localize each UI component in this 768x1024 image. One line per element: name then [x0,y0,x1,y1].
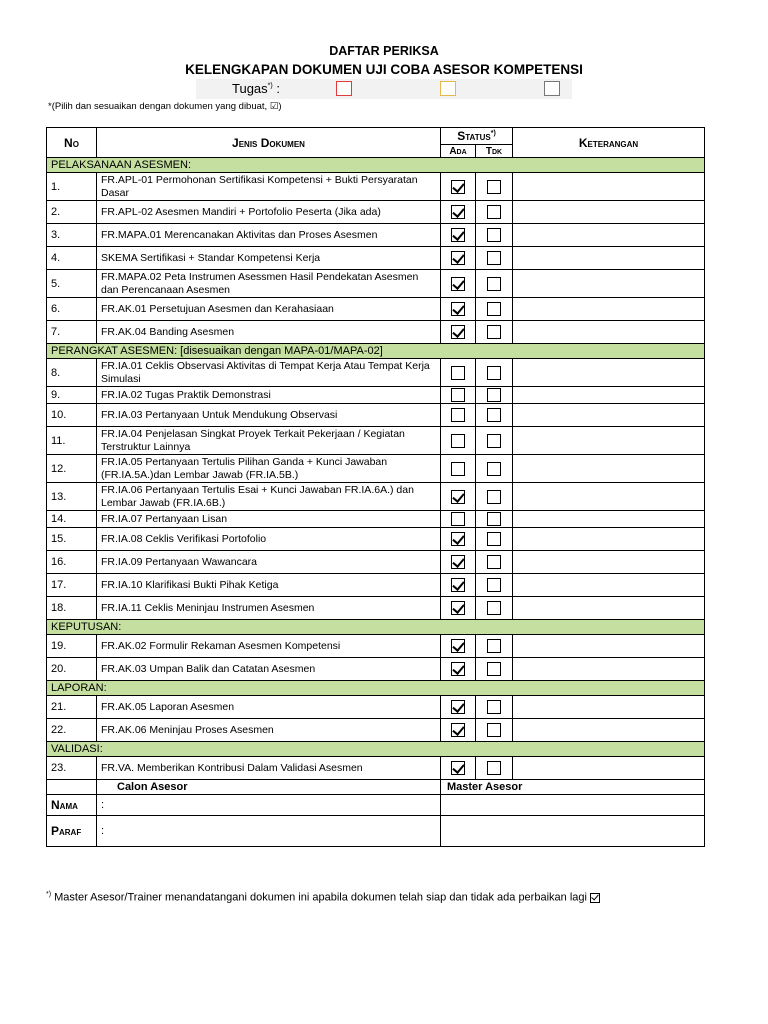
ada-cell [441,270,476,298]
document-name: FR.AK.04 Banding Asesmen [97,321,441,344]
tdk-cell [476,511,513,528]
row-number: 2. [47,201,97,224]
section-header [47,344,705,359]
document-name: FR.AK.03 Umpan Balik dan Catatan Asesmen [97,658,441,681]
ada-cell [441,658,476,681]
tugas-label: Tugas*) : [232,81,280,96]
tdk-cell [476,455,513,483]
document-name: FR.AK.01 Persetujuan Asesmen dan Kerahasiaan [97,298,441,321]
table-row [47,635,705,658]
ada-cell [441,574,476,597]
keterangan-cell[interactable] [513,224,705,247]
table-row [47,528,705,551]
section-title: PELAKSANAAN ASESMEN: [47,158,705,173]
table-row [47,719,705,742]
footer-note: *) Master Asesor/Trainer menandatangani dokumen ini apabila dokumen telah siap dan tidak ada perbaikan lagi [46,891,600,904]
checklist-table [46,127,705,847]
tdk-checkbox[interactable] [487,512,501,526]
ada-cell [441,528,476,551]
keterangan-cell[interactable] [513,359,705,387]
tdk-checkbox[interactable] [487,723,501,737]
row-number: 15. [47,528,97,551]
table-row [47,298,705,321]
document-name: FR.IA.05 Pertanyaan Tertulis Pilihan Ganda + Kunci Jawaban (FR.IA.5A.)dan Lembar Jawab (FR.IA.5B.) [97,455,441,483]
keterangan-cell[interactable] [513,528,705,551]
ada-cell [441,173,476,201]
keterangan-cell[interactable] [513,551,705,574]
keterangan-cell[interactable] [513,658,705,681]
tdk-cell [476,597,513,620]
document-name: SKEMA Sertifikasi + Standar Kompetensi Kerja [97,247,441,270]
ada-checkbox[interactable] [451,639,465,653]
ada-cell [441,247,476,270]
master-nama-field[interactable] [441,795,705,816]
ada-cell [441,298,476,321]
tdk-cell [476,574,513,597]
calon-nama-field[interactable]: : [97,795,441,816]
tdk-cell [476,658,513,681]
ada-cell [441,551,476,574]
table-row [47,551,705,574]
document-title: DAFTAR PERIKSA [329,44,439,58]
document-name: FR.IA.03 Pertanyaan Untuk Mendukung Observasi [97,404,441,427]
row-number: 22. [47,719,97,742]
ada-checkbox[interactable] [451,601,465,615]
table-row [47,173,705,201]
col-keterangan-header: Keterangan [513,128,705,158]
ada-checkbox[interactable] [451,723,465,737]
document-name: FR.AK.06 Meninjau Proses Asesmen [97,719,441,742]
row-number: 4. [47,247,97,270]
nama-label: Nama [47,795,97,816]
calon-paraf-field[interactable]: : [97,816,441,847]
tdk-checkbox[interactable] [487,490,501,504]
selection-note: *(Pilih dan sesuaikan dengan dokumen yang dibuat, ☑) [48,101,282,112]
ada-cell [441,404,476,427]
row-number: 17. [47,574,97,597]
col-jenis-header: Jenis Dokumen [97,128,441,158]
document-name: FR.AK.02 Formulir Rekaman Asesmen Kompetensi [97,635,441,658]
row-number: 1. [47,173,97,201]
row-number: 14. [47,511,97,528]
ada-cell [441,427,476,455]
tdk-cell [476,359,513,387]
tdk-cell [476,427,513,455]
keterangan-cell[interactable] [513,483,705,511]
tdk-checkbox[interactable] [487,180,501,194]
table-row [47,321,705,344]
table-row [47,224,705,247]
tdk-checkbox[interactable] [487,639,501,653]
tdk-checkbox[interactable] [487,277,501,291]
table-row [47,270,705,298]
keterangan-cell[interactable] [513,757,705,780]
table-row [47,201,705,224]
tdk-cell [476,201,513,224]
document-name: FR.IA.04 Penjelasan Singkat Proyek Terkait Pekerjaan / Kegiatan Terstruktur Lainnya [97,427,441,455]
table-row [47,247,705,270]
ada-checkbox[interactable] [451,490,465,504]
row-number: 7. [47,321,97,344]
tdk-checkbox[interactable] [487,325,501,339]
row-number: 8. [47,359,97,387]
tdk-cell [476,387,513,404]
ada-cell [441,224,476,247]
section-title: LAPORAN: [47,681,705,696]
tugas-checkbox-2[interactable] [440,81,456,96]
keterangan-cell[interactable] [513,270,705,298]
keterangan-cell[interactable] [513,298,705,321]
ada-cell [441,696,476,719]
table-row [47,455,705,483]
tdk-cell [476,483,513,511]
ada-checkbox[interactable] [451,662,465,676]
ada-checkbox[interactable] [451,434,465,448]
ada-cell [441,321,476,344]
tdk-checkbox[interactable] [487,532,501,546]
document-subtitle: KELENGKAPAN DOKUMEN UJI COBA ASESOR KOMPETENSI [185,62,583,77]
tdk-checkbox[interactable] [487,700,501,714]
ada-checkbox[interactable] [451,325,465,339]
tdk-checkbox[interactable] [487,601,501,615]
table-row [47,483,705,511]
keterangan-cell[interactable] [513,387,705,404]
document-name: FR.IA.11 Ceklis Meninjau Instrumen Asesmen [97,597,441,620]
sig-blank [47,780,97,795]
document-name: FR.IA.10 Klarifikasi Bukti Pihak Ketiga [97,574,441,597]
ada-checkbox[interactable] [451,205,465,219]
ada-checkbox[interactable] [451,180,465,194]
table-row [47,359,705,387]
table-row [47,696,705,719]
row-number: 21. [47,696,97,719]
tdk-checkbox[interactable] [487,302,501,316]
tugas-row [196,79,572,99]
table-row [47,658,705,681]
keterangan-cell[interactable] [513,455,705,483]
ada-cell [441,359,476,387]
tdk-checkbox[interactable] [487,462,501,476]
row-number: 11. [47,427,97,455]
tdk-cell [476,247,513,270]
keterangan-cell[interactable] [513,321,705,344]
section-header [47,681,705,696]
section-title: VALIDASI: [47,742,705,757]
col-tdk-header: Tdk [476,145,513,158]
tdk-cell [476,404,513,427]
ada-cell [441,483,476,511]
row-number: 6. [47,298,97,321]
table-row [47,574,705,597]
document-name: FR.IA.09 Pertanyaan Wawancara [97,551,441,574]
table-row [47,387,705,404]
calon-asesor-label: Calon Asesor [97,780,441,795]
section-header [47,620,705,635]
ada-cell [441,511,476,528]
tdk-cell [476,173,513,201]
tdk-checkbox[interactable] [487,578,501,592]
row-number: 5. [47,270,97,298]
keterangan-cell[interactable] [513,635,705,658]
ada-checkbox[interactable] [451,366,465,380]
tdk-cell [476,528,513,551]
table-row [47,597,705,620]
document-name: FR.IA.07 Pertanyaan Lisan [97,511,441,528]
keterangan-cell[interactable] [513,427,705,455]
row-number: 16. [47,551,97,574]
ada-checkbox[interactable] [451,251,465,265]
ada-checkbox[interactable] [451,228,465,242]
ada-checkbox[interactable] [451,462,465,476]
row-number: 19. [47,635,97,658]
document-name: FR.IA.01 Ceklis Observasi Aktivitas di Tempat Kerja Atau Tempat Kerja Simulasi [97,359,441,387]
document-name: FR.IA.02 Tugas Praktik Demonstrasi [97,387,441,404]
ada-checkbox[interactable] [451,277,465,291]
row-number: 13. [47,483,97,511]
tdk-checkbox[interactable] [487,408,501,422]
tdk-cell [476,757,513,780]
tdk-cell [476,270,513,298]
ada-checkbox[interactable] [451,302,465,316]
keterangan-cell[interactable] [513,597,705,620]
document-name: FR.IA.08 Ceklis Verifikasi Portofolio [97,528,441,551]
section-title: PERANGKAT ASESMEN: [disesuaikan dengan MAPA-01/MAPA-02] [47,344,705,359]
keterangan-cell[interactable] [513,247,705,270]
ada-checkbox[interactable] [451,512,465,526]
tdk-cell [476,719,513,742]
keterangan-cell[interactable] [513,719,705,742]
ada-cell [441,757,476,780]
table-row [47,427,705,455]
keterangan-cell[interactable] [513,574,705,597]
tdk-checkbox[interactable] [487,555,501,569]
master-paraf-field[interactable] [441,816,705,847]
section-header [47,742,705,757]
keterangan-cell[interactable] [513,173,705,201]
ada-cell [441,719,476,742]
row-number: 10. [47,404,97,427]
tdk-cell [476,551,513,574]
ada-checkbox[interactable] [451,532,465,546]
master-asesor-label: Master Asesor [441,780,705,795]
tdk-checkbox[interactable] [487,205,501,219]
ada-checkbox[interactable] [451,578,465,592]
ada-checkbox[interactable] [451,555,465,569]
ada-cell [441,201,476,224]
row-number: 3. [47,224,97,247]
tugas-checkbox-1[interactable] [336,81,352,96]
tdk-checkbox[interactable] [487,251,501,265]
document-name: FR.APL-02 Asesmen Mandiri + Portofolio Peserta (Jika ada) [97,201,441,224]
tdk-cell [476,321,513,344]
tdk-cell [476,635,513,658]
row-number: 18. [47,597,97,620]
tdk-checkbox[interactable] [487,662,501,676]
document-name: FR.APL-01 Permohonan Sertifikasi Kompetensi + Bukti Persyaratan Dasar [97,173,441,201]
row-number: 20. [47,658,97,681]
checkbox-icon [590,893,600,903]
document-name: FR.MAPA.02 Peta Instrumen Asessmen Hasil Pendekatan Asesmen dan Perencanaan Asesmen [97,270,441,298]
tdk-checkbox[interactable] [487,228,501,242]
tdk-cell [476,696,513,719]
tdk-checkbox[interactable] [487,366,501,380]
section-title: KEPUTUSAN: [47,620,705,635]
tdk-checkbox[interactable] [487,761,501,775]
ada-cell [441,597,476,620]
row-number: 23. [47,757,97,780]
document-name: FR.VA. Memberikan Kontribusi Dalam Validasi Asesmen [97,757,441,780]
tdk-checkbox[interactable] [487,388,501,402]
ada-checkbox[interactable] [451,761,465,775]
document-name: FR.IA.06 Pertanyaan Tertulis Esai + Kunci Jawaban FR.IA.6A.) dan Lembar Jawab (FR.IA.6B.) [97,483,441,511]
paraf-label: Paraf [47,816,97,847]
keterangan-cell[interactable] [513,511,705,528]
row-number: 9. [47,387,97,404]
ada-checkbox[interactable] [451,388,465,402]
table-row [47,757,705,780]
keterangan-cell[interactable] [513,404,705,427]
ada-checkbox[interactable] [451,700,465,714]
col-status-header: Status*) [441,128,513,145]
row-number: 12. [47,455,97,483]
section-header [47,158,705,173]
ada-checkbox[interactable] [451,408,465,422]
keterangan-cell[interactable] [513,201,705,224]
ada-cell [441,455,476,483]
document-name: FR.MAPA.01 Merencanakan Aktivitas dan Proses Asesmen [97,224,441,247]
table-row [47,404,705,427]
ada-cell [441,387,476,404]
col-ada-header: Ada [441,145,476,158]
tdk-cell [476,298,513,321]
document-name: FR.AK.05 Laporan Asesmen [97,696,441,719]
ada-cell [441,635,476,658]
tdk-checkbox[interactable] [487,434,501,448]
tdk-cell [476,224,513,247]
tugas-checkbox-3[interactable] [544,81,560,96]
col-no-header: No [47,128,97,158]
table-row [47,511,705,528]
keterangan-cell[interactable] [513,696,705,719]
